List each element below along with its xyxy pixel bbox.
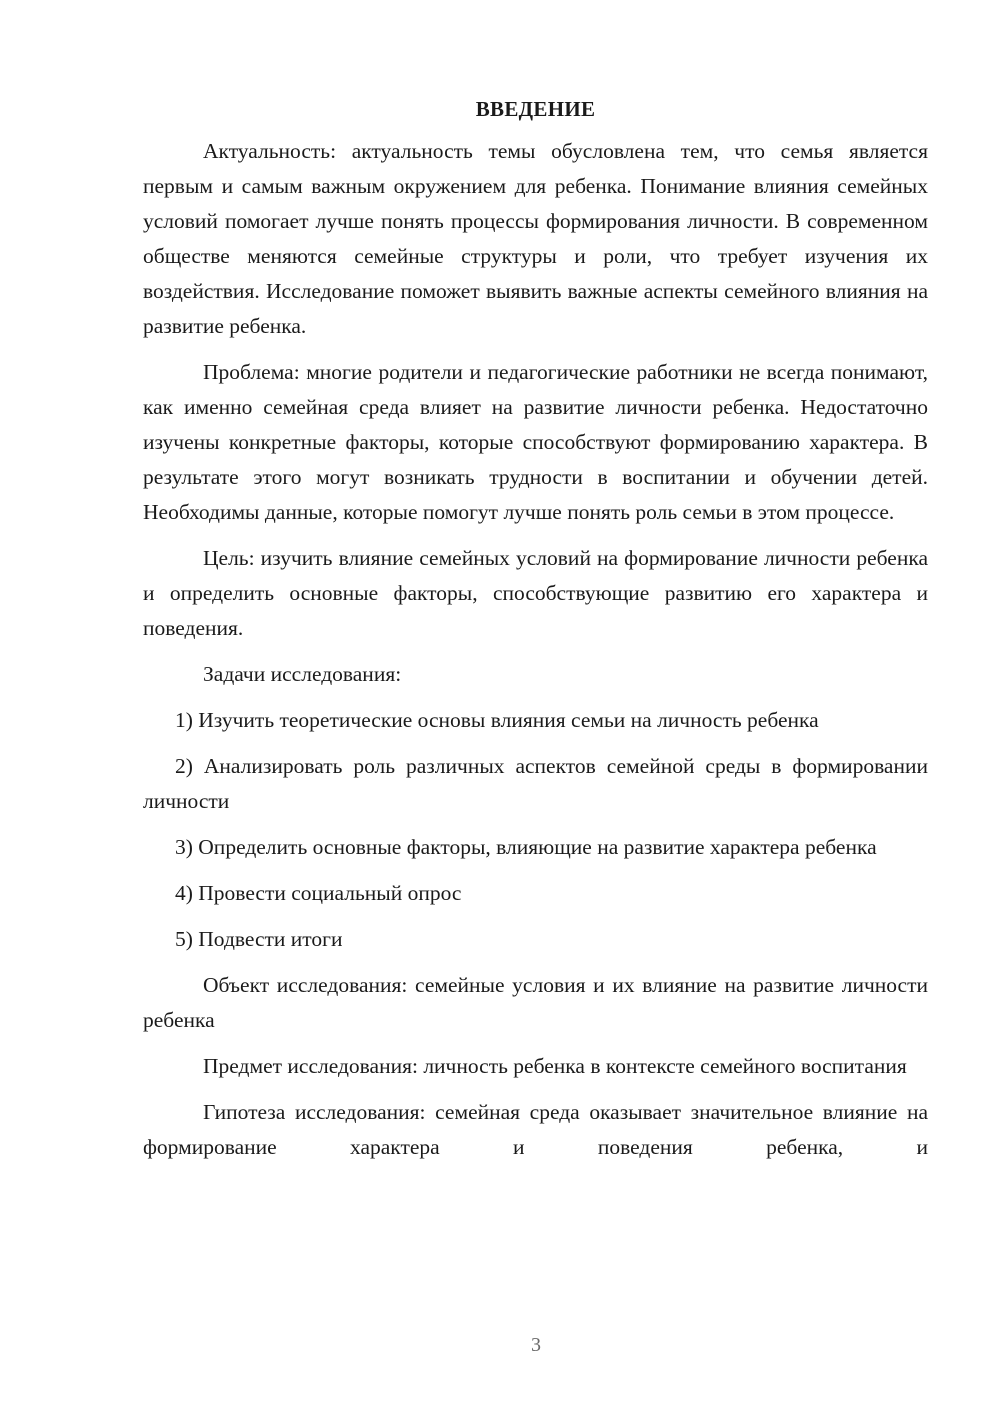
paragraph-object: Объект исследования: семейные условия и их влияние на развитие личности ребенка bbox=[143, 973, 928, 1032]
task-list-item: 2) Анализировать роль различных аспектов семейной среды в формировании личности bbox=[143, 754, 928, 813]
task-list-item: 5) Подвести итоги bbox=[175, 927, 343, 951]
page-number: 3 bbox=[531, 1334, 541, 1356]
paragraph-goal: Цель: изучить влияние семейных условий на формирование личности ребенка и определить основные факторы, способствующие развитию его характера и поведения. bbox=[143, 546, 928, 640]
task-list-item: 4) Провести социальный опрос bbox=[175, 881, 462, 905]
task-list-item: 1) Изучить теоретические основы влияния семьи на личность ребенка bbox=[175, 708, 819, 732]
paragraph-problem: Проблема: многие родители и педагогические работники не всегда понимают, как именно семейная среда влияет на развитие личности ребенка. Недостаточно изучены конкретные факторы, которые способствуют формированию характера. В результате этого могут возникать трудности в воспитании и обучении детей. Необходимы данные, которые помогут лучше понять роль семьи в этом процессе. bbox=[143, 360, 928, 524]
page-content bbox=[143, 92, 928, 1176]
paragraph-relevance: Актуальность: актуальность темы обусловлена тем, что семья является первым и самым важным окружением для ребенка. Понимание влияния семейных условий помогает лучше понять процессы формирования личности. В современном обществе меняются семейные структуры и роли, что требует изучения их воздействия. Исследование поможет выявить важные аспекты семейного влияния на развитие ребенка. bbox=[143, 139, 928, 338]
task-list-item: 3) Определить основные факторы, влияющие на развитие характера ребенка bbox=[175, 835, 877, 859]
paragraph-subject: Предмет исследования: личность ребенка в контексте семейного воспитания bbox=[203, 1054, 907, 1078]
page-title: ВВЕДЕНИЕ bbox=[475, 97, 596, 121]
paragraph-hypothesis: Гипотеза исследования: семейная среда оказывает значительное влияние на формирование характера и поведения ребенка, и bbox=[143, 1100, 928, 1159]
paragraph-tasks-heading: Задачи исследования: bbox=[203, 662, 402, 686]
